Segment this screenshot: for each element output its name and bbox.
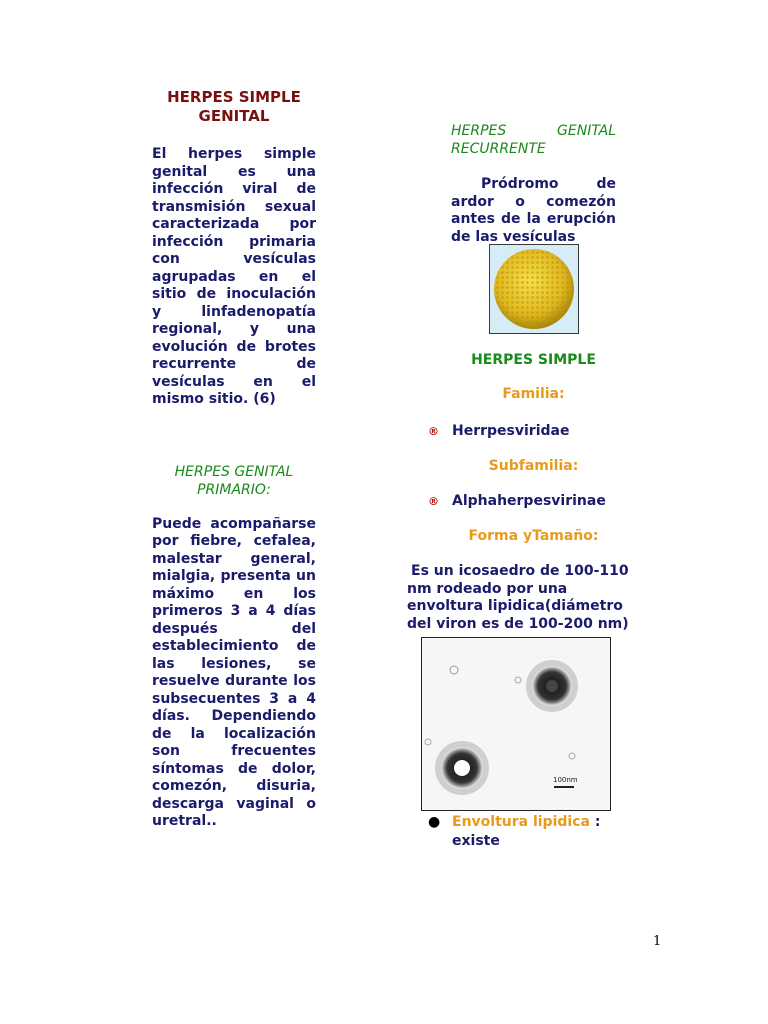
recurrent-heading: HERPES GENITAL RECURRENTE (451, 123, 616, 157)
shape-text: Es un icosaedro de 100-110 nm rodeado por una envoltura lipidica(diámetro del viron es de 100-200 nm) (407, 563, 629, 632)
envelope-row (428, 813, 628, 851)
page-number: 1 (653, 934, 662, 949)
shape-label: Forma yTamaño: (468, 528, 599, 544)
primary-paragraph: Puede acompañarse por fiebre, cefalea, malestar general, mialgia, presenta un máximo en los primeros 3 a 4 días después del establecimiento de las lesiones, se resuelve durante los subsecuentes 3 a 4 días. Dependiendo de la localización son frecuentes síntomas de dolor, comezón, disuria, descarga vaginal o uretral.. (152, 515, 316, 829)
right-column (451, 122, 616, 246)
left-column (152, 88, 316, 831)
primary-heading: HERPES GENITAL PRIMARIO: (174, 463, 294, 498)
subfamily-row (428, 493, 628, 509)
envelope-separator: : (594, 814, 601, 830)
virus-capsid-image (489, 244, 579, 334)
family-label: Familia: (502, 386, 565, 402)
taxonomy-block (451, 352, 616, 402)
envelope-value: existe (452, 833, 500, 849)
intro-paragraph: El herpes simple genital es una infección viral de transmisión sexual caracterizada por infección primaria con vesículas agrupadas en el sitio de inoculación y linfadenopatía regional, y una evolución de brotes recurrente de vesículas en el mismo sitio. (6) (152, 146, 316, 407)
shape-text-wrap (407, 563, 647, 633)
bullet-dot-icon: ● (428, 814, 441, 830)
bullet-icon: ® (428, 494, 439, 508)
subfamily-label-wrap (451, 458, 616, 474)
subfamily-value: Alphaherpesvirinae (452, 493, 606, 509)
scale-bar-label: 100nm (553, 776, 578, 784)
shape-label-wrap (451, 528, 616, 544)
main-title: HERPES SIMPLE GENITAL (167, 88, 301, 125)
recurrent-paragraph: Pródromo de ardor o comezón antes de la erupción de las vesículas (451, 176, 616, 245)
section-title: HERPES SIMPLE (471, 352, 596, 368)
electron-micrograph-image (421, 637, 611, 811)
subfamily-label: Subfamilia: (488, 458, 579, 474)
bullet-icon: ® (428, 424, 439, 438)
family-value: Herrpesviridae (452, 423, 570, 439)
family-row (428, 423, 628, 439)
envelope-label: Envoltura lipidica (452, 814, 590, 830)
